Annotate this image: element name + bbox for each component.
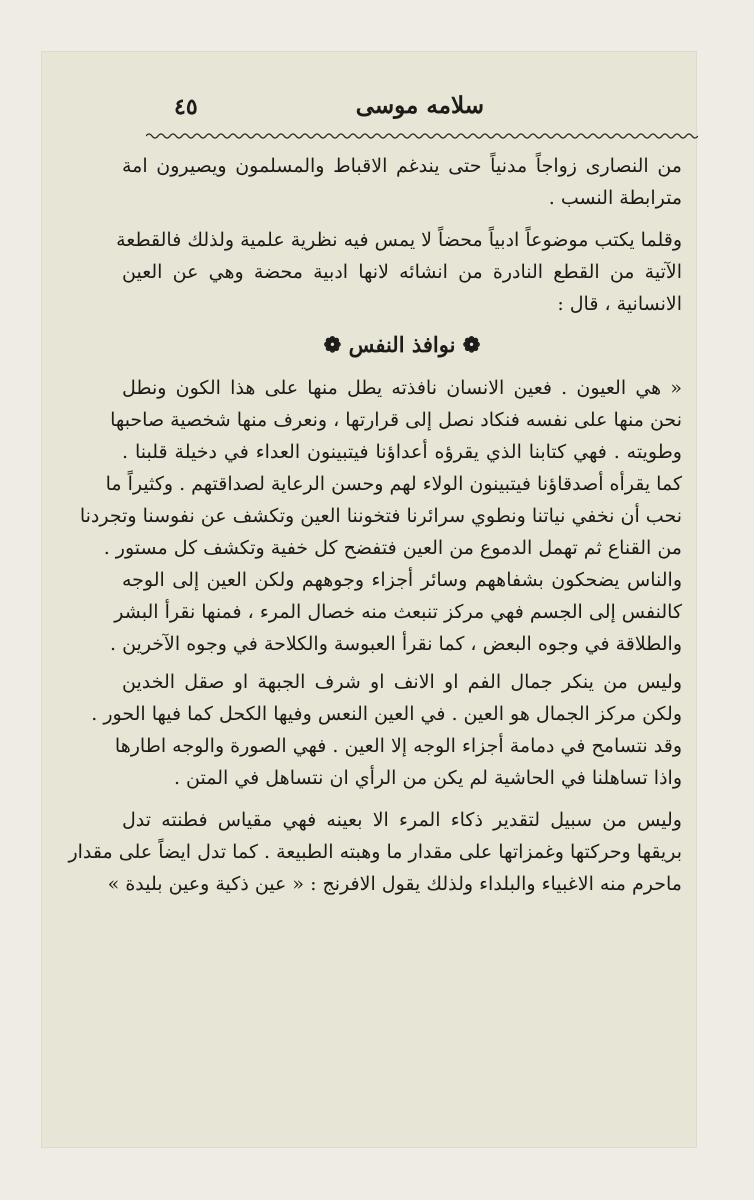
text-line: وقد نتسامح في دمامة أجزاء الوجه إلا العين . فهي الصورة والوجه اطارها xyxy=(114,735,682,757)
book-page xyxy=(42,52,696,1147)
quote-paragraph xyxy=(109,564,682,660)
running-head xyxy=(122,92,672,128)
text-line: الآتية من القطع النادرة من انشائه لانها ادبية محضة وهي عن العين xyxy=(122,261,682,283)
text-line: بريقها وحركتها وغمزاتها على مقدار ما وهبته الطبيعة . كما تدل ايضاً على مقدار xyxy=(68,841,682,863)
wavy-rule xyxy=(146,132,698,140)
text-line: والطلاقة في وجوه البعض ، كما نقرأ العبوسة والكلاحة في وجوه الآخرين . xyxy=(109,633,682,655)
text-line: والناس يضحكون بشفاههم وسائر أجزاء وجوههم ولكن العين إلى الوجه xyxy=(122,569,682,591)
text-line: « هي العيون . فعين الانسان نافذته يطل منها على هذا الكون ونطل xyxy=(122,377,682,399)
text-line: وليس من سبيل لتقدير ذكاء المرء الا بعينه فهي مقياس فطنته تدل xyxy=(122,809,682,831)
paragraph xyxy=(116,224,682,320)
text-line: كالنفس إلى الجسم فهي مركز تنبعث منه خصال المرء ، فمنها نقرأ البشر xyxy=(114,601,682,623)
text-line: من النصارى زواجاً مدنياً حتى يندغم الاقباط والمسلمون ويصيرون امة xyxy=(122,155,682,177)
quote-paragraph xyxy=(79,372,682,564)
quote-paragraph xyxy=(91,666,682,794)
quote-paragraph xyxy=(68,804,682,900)
text-line: نحن منها على نفسه فنكاد نصل إلى قرارتها ، ونعرف منها شخصية صاحبها xyxy=(110,409,682,431)
ornament-icon: ❁ xyxy=(323,332,349,357)
text-line: ماحرم منه الاغبياء والبلداء ولذلك يقول الافرنج : « عين ذكية وعين بليدة » xyxy=(107,873,682,895)
text-line: مترابطة النسب . xyxy=(548,187,682,209)
page-content xyxy=(68,92,682,895)
text-line: وليس من ينكر جمال الفم او الانف او شرف الجبهة او صقل الخدين xyxy=(122,671,682,693)
paragraph xyxy=(122,150,682,214)
text-line: من القناع ثم تهمل الدموع من العين فتفضح كل خفية وتكشف كل مستور . xyxy=(103,537,682,559)
text-line: ولكن مركز الجمال هو العين . في العين النعس وفيها الكحل كما فيها الحور . xyxy=(91,703,682,725)
ornament-icon: ❁ xyxy=(455,332,481,357)
page-number: ٤٥ xyxy=(174,94,198,120)
text-line: نحب أن نخفي نياتنا ونطوي سرائرنا فتخوننا العين وتكشف عن نفوسنا وتجردنا xyxy=(79,505,682,527)
text-line: الانسانية ، قال : xyxy=(557,293,682,315)
section-heading xyxy=(122,328,682,362)
body-text xyxy=(68,150,682,900)
text-line: كما يقرأه أصدقاؤنا فيتبينون الولاء لهم وحسن الرعاية لصداقتهم . وكثيراً ما xyxy=(105,473,682,495)
section-heading-text: نوافذ النفس xyxy=(348,332,456,357)
text-line: واذا تساهلنا في الحاشية لم يكن من الرأي ان نتساهل في المتن . xyxy=(173,767,682,789)
text-line: وقلما يكتب موضوعاً ادبياً محضاً لا يمس فيه نظرية علمية ولذلك فالقطعة xyxy=(116,229,682,251)
text-line: وطويته . فهي كتابنا الذي يقرؤه أعداؤنا فيتبينون العداء في دخيلة قلبنا . xyxy=(122,441,682,463)
running-title: سلامه موسى xyxy=(355,92,484,119)
